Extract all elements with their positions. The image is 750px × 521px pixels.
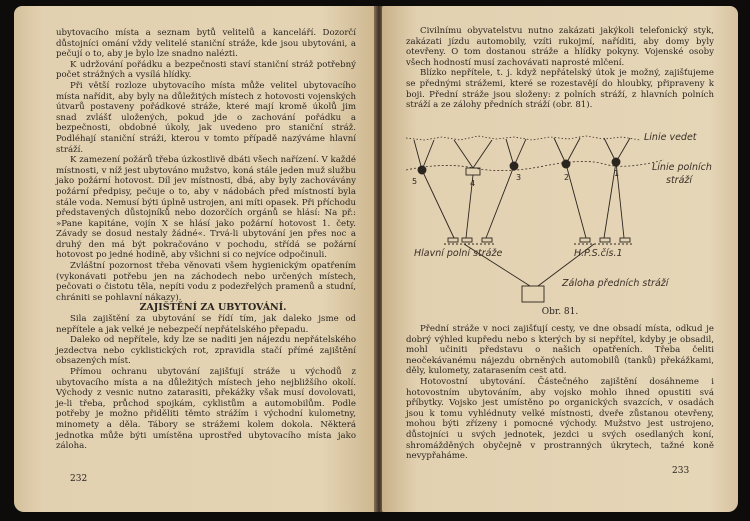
right-page — [382, 6, 738, 512]
outpost-diagram — [404, 128, 714, 318]
outpost-line — [406, 160, 664, 171]
paragraph: K zamezení požárů třeba úzkostlivě dbáti všech nařízení. V každé místnosti, v níž jest ubytováno mužstvo, koná stále jeden muž službu jako požární hotovost. Díl jev místnosti, dbá, aby byly zachovávány požární předpisy, pečuje o to, aby v nádobách před místností byla stále voda. Nemusí býti úplně ustrojen, ani míti opasek. Při příchodu představených důstojníků nebo dozorčích orgánů se hlásí: Na př.: »Pane kapitáne, vojín X se hlásí jako požární hotovost 1. čety. Závady se dosud nestaly žádné«. Trvá-li ubytování jen přes noc a druhý den má být pokračováno v pochodu, střídá se požární hotovost po jedné hodině, aby všichni si co nejvíce odpočinuli. — [56, 155, 356, 261]
right-page-text-top — [406, 26, 714, 111]
paragraph: Civilnímu obyvatelstvu nutno zakázati jakýkoli telefonický styk, zakázati jízdu automobily, vzíti rukojmí, naříditi, aby domy byly otevřeny. O tom dostanou stráže a hlídky pokyny. Vojenské osoby všech hodností musí zachovávati naprosté mlčení. — [406, 26, 714, 68]
label-outpost-line-2: stráží — [666, 175, 693, 186]
left-page — [14, 6, 376, 512]
right-page-text-bottom — [406, 324, 714, 462]
paragraph: Přední stráže v noci zajišťují cesty, ve dne obsadí místa, odkud je dobrý výhled kupředu nebo s kterých by si nepřítel, kdyby je obsadil, mohl učiniti představu o našich opatřeních. Třeba čeliti neočekávanému nájezdu obrněných automobilů (tanků) překážkami, děly, kulomety, zatarasením cest atd. — [406, 324, 714, 377]
svg-text:5: 5 — [412, 177, 418, 186]
paragraph: Přímou ochranu ubytování zajišťují stráže u východů z ubytovacího místa a na důležitých místech jeho nejbližšího okolí. Východy z vesnic nutno zatarasiti, překážky však musí dovolovati, je-li třeba, průchod spojkám, cyklistům a automobilům. Podle potřeby je možno přiděliti těmto strážím i východní kulometny, minomety a děla. Tábory se strážemi kolem dokola. Některá jednotka může býti umístěna uprostřed ubytovacího místa jako záloha. — [56, 367, 356, 452]
paragraph: Při větší rozloze ubytovacího místa může velitel ubytovacího místa nařídit, aby byly na důležitých místech z hotovosti vojenských útvarů postaveny pořádkové stráže, které mají kromě úkolů jim snad zvlášť uložených, pokud jde o zachování pořádku a bezpečnosti, obdobné úkoly, jak uvedeno pro staniční stráž. Podléhají staniční stráži, kterou v tomto případě nazýváme hlavní stráží. — [56, 80, 356, 155]
svg-text:1: 1 — [614, 169, 620, 178]
paragraph: Daleko od nepřítele, kdy lze se naditi jen nájezdu nepřátelského jezdectva nebo cyklistických rot, zpravidla stačí přímé zajištění obsazených míst. — [56, 335, 356, 367]
page-number: 233 — [672, 466, 690, 476]
paragraph: Hotovostní ubytování. Částečného zajištění dosáhneme i hotovostním ubytováním, aby vojsko mohlo ihned opustiti svá příbytky. Vojsko jest umístěno po organických svazcích, v osadách jsou k tomu vyhlédnuty velké místnosti, dveře zůstanou otevřeny, mohou býti zřízeny i pomocné východy. Mužstvo jest ustrojeno, důstojníci u svých jednotek, jezdci u svých osedlaných koní, shromážděných obyčejně v prostranných úkrytech, tažné koně nevypřaháme. — [406, 376, 714, 462]
section-heading: ZAJIŠTĚNÍ ZA UBYTOVÁNÍ. — [139, 302, 287, 314]
figure-caption: Obr. 81. — [541, 307, 579, 317]
label-main-outpost-1: H.P.S.čís.1 — [574, 248, 623, 259]
page-number: 232 — [70, 474, 88, 484]
paragraph: ubytovacího místa a seznam bytů velitelů a kanceláří. Dozorčí důstojníci omání vždy velitelé staniční stráže, kde jsou ubytováni, a pečují o to, aby je bylo lze snadno nalézti. — [56, 28, 356, 60]
open-book — [14, 6, 738, 512]
paragraph: Zvláštní pozornost třeba věnovati všem hygienickým opatřením (vykonávati potřebu jen na záchodech nebo určených místech, pečovati o čistotu těla, nepíti vodu z podezřelých pramenů a studní, chrániti se pohlavní nákazy). — [56, 261, 356, 303]
svg-text:4: 4 — [470, 179, 476, 188]
paragraph: Sila zajištění za ubytování se řídí tím, jak daleko jsme od nepřítele a jak velké je nebezpečí nepřátelského přepadu. — [56, 314, 356, 335]
label-outpost-line: Linie polních — [652, 162, 712, 173]
paragraph: K udržování pořádku a bezpečnosti staví staniční stráž potřebný počet strážných a vysílá hlídky. — [56, 59, 356, 81]
label-picket-line: Linie vedet — [644, 132, 697, 143]
left-page-text — [56, 28, 356, 452]
outpost-markers — [414, 138, 630, 238]
svg-text:2: 2 — [564, 173, 570, 182]
paragraph: Blízko nepřítele, t. j. když nepřátelský útok je možný, zajišťujeme se přednými strážemi, které se rozestavějí do hloubky, připraveny k boji. Přední stráže jsou složeny: z polních stráží, z hlavních polních stráží a ze zálohy předních stráží (obr. 81). — [406, 68, 714, 111]
label-reserve: Záloha předních stráží — [562, 278, 669, 289]
post-numbers — [412, 169, 619, 188]
svg-text:3: 3 — [516, 173, 522, 182]
label-main-outposts: Hlavní polní stráže — [414, 248, 503, 259]
